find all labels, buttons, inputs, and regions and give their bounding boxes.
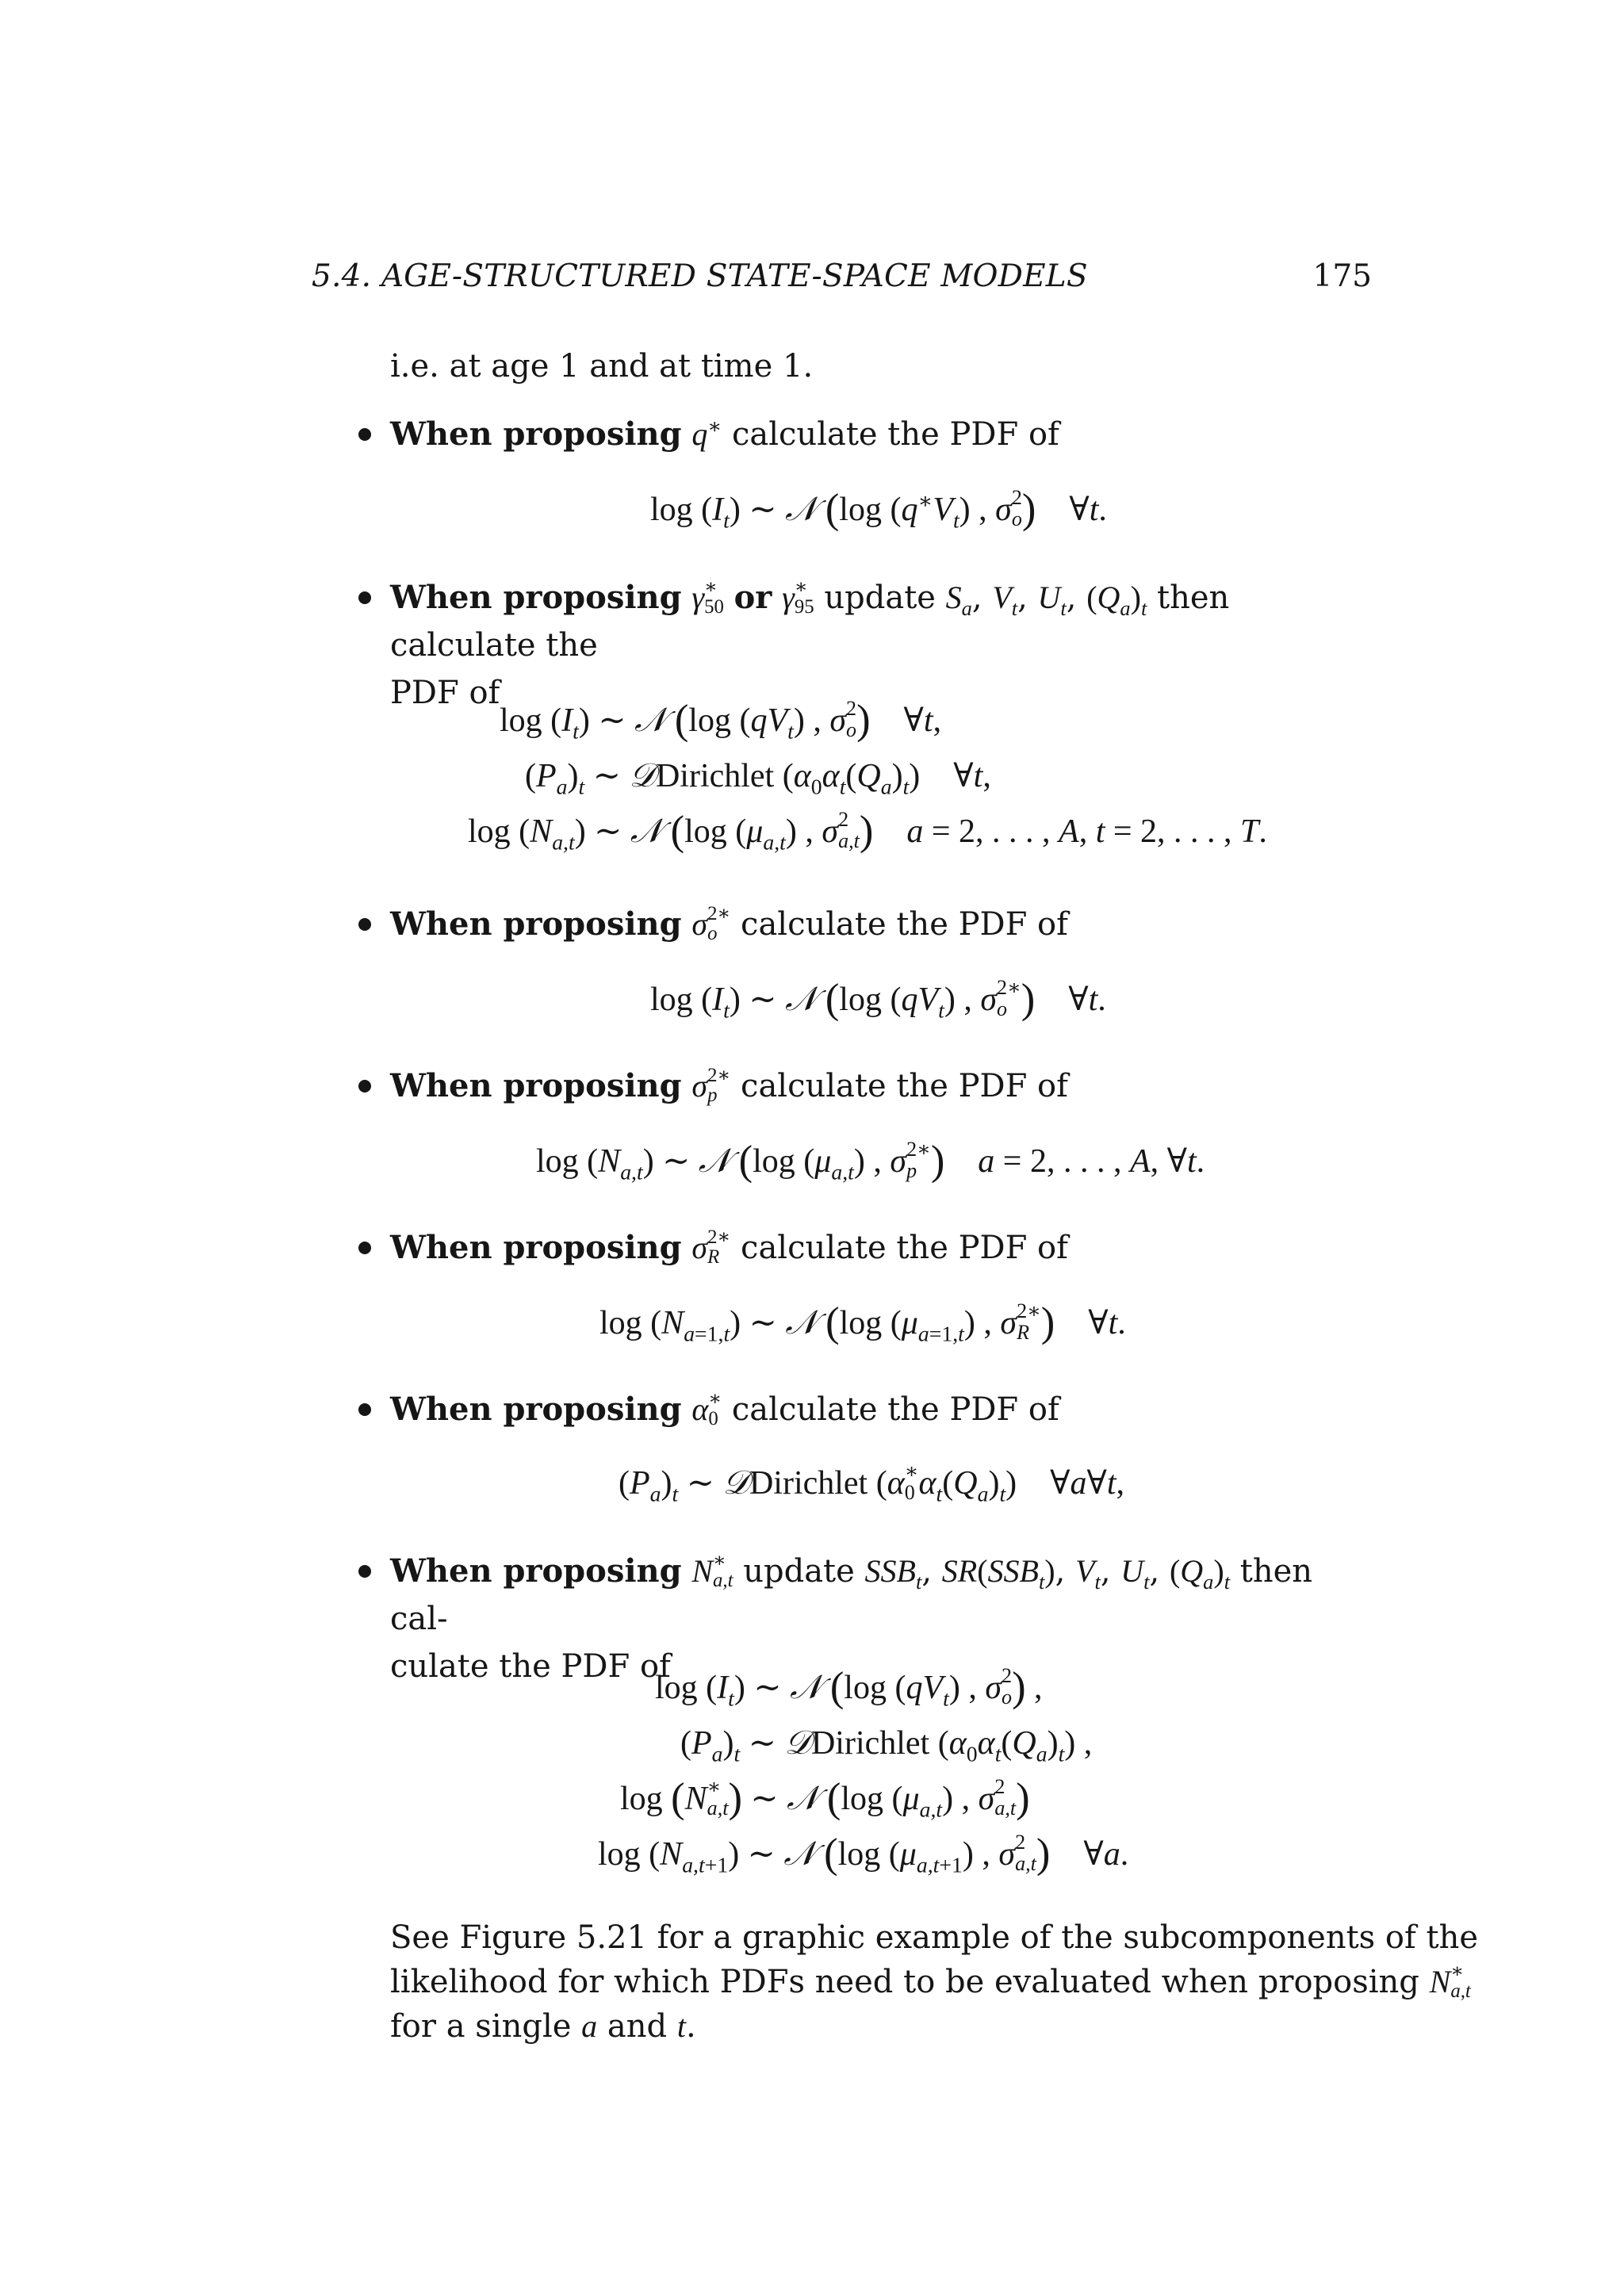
bullet-alpha0 bbox=[358, 1403, 371, 1416]
equation-alpha0: $(P_a)_t$ ∼ 𝒟Dirichlet (α ∗ 0 $\alpha_t(Q_a)_t$) ∀a∀t, bbox=[619, 1460, 1125, 1506]
equation-n-4: $\log (N_{a,t+1})$ ∼ 𝒩 (log $(\mu_{a,t+1})$ , σ 2 a,t ) ∀a. bbox=[598, 1831, 1129, 1877]
item-gamma: When proposing γ ∗ 50 or γ ∗ 95 update $S_a$, $V_t$, $U_t$, $(Q_a)_t$ then calculate the PDF of bbox=[390, 576, 1230, 711]
item-sigma-o: When proposing σ 2∗ o calculate the PDF of bbox=[390, 903, 1068, 945]
item-sigma-r: When proposing σ 2∗ R calculate the PDF of bbox=[390, 1226, 1068, 1269]
intro-line: i.e. at age 1 and at time 1. bbox=[390, 348, 814, 385]
closing-line-2: likelihood for which PDFs need to be evaluated when proposing N ∗ a,t bbox=[390, 1961, 1471, 2003]
page-header bbox=[0, 258, 1624, 303]
page-number: 175 bbox=[1312, 258, 1372, 294]
item-q-post: calculate the PDF of bbox=[731, 416, 1059, 453]
equation-gamma-3: $\log (N_{a,t})$ ∼ 𝒩 (log $(\mu_{a,t})$ , σ 2 a,t ) a = 2, . . . , A, t = 2, . . . , T. bbox=[468, 808, 1267, 855]
closing-line-1: See Figure 5.21 for a graphic example of the subcomponents of the bbox=[390, 1919, 1479, 1956]
equation-n-2: $(P_a)_t$ ∼ 𝒟Dirichlet $(\alpha_0\alpha_t(Q_a)_t)$ , bbox=[680, 1723, 1093, 1766]
q-star-symbol: q∗ bbox=[691, 414, 722, 452]
item-sigma-p: When proposing σ 2∗ p calculate the PDF of bbox=[390, 1065, 1068, 1107]
item-q-lead: When proposing bbox=[390, 415, 682, 453]
running-head: 5.4. AGE-STRUCTURED STATE-SPACE MODELS bbox=[312, 258, 1088, 294]
item-gamma-lead: When proposing bbox=[390, 579, 682, 616]
equation-sigma-p: $\log (N_{a,t})$ ∼ 𝒩 (log $(\mu_{a,t})$ , σ 2∗ p ) a = 2, . . . , A, ∀t. bbox=[536, 1138, 1205, 1184]
bullet-sigma-o bbox=[358, 918, 371, 931]
equation-sigma-r: $\log (N_{a=1,t})$ ∼ 𝒩 (log $(\mu_{a=1,t})$ , σ 2∗ R ) ∀t. bbox=[599, 1299, 1126, 1346]
equation-gamma-1: $\log (I_t)$ ∼ 𝒩 (log $(qV_t)$ , σ 2 o ) ∀t, bbox=[500, 697, 942, 744]
item-n: When proposing N ∗ a,t update $SSB_t$, $SR(SSB_t)$, $V_t$, $U_t$, $(Q_a)_t$ then cal- culate the PDF of bbox=[390, 1550, 1313, 1685]
equation-n-1: $\log (I_t)$ ∼ 𝒩 (log $(qV_t)$ , σ 2 o ) , bbox=[655, 1664, 1043, 1711]
equation-sigma-o: $\log (I_t)$ ∼ 𝒩 (log $(qV_t)$ , σ 2∗ o ) ∀t. bbox=[650, 976, 1106, 1023]
bullet-gamma bbox=[358, 591, 371, 604]
item-alpha0: When proposing α ∗ 0 calculate the PDF of bbox=[390, 1388, 1059, 1430]
closing-line-3: for a single a and t. bbox=[390, 2008, 696, 2045]
equation-gamma-2: $(P_a)_t$ ∼ 𝒟Dirichlet $(\alpha_0\alpha_t(Q_a)_t)$ ∀t, bbox=[525, 756, 991, 799]
bullet-sigma-r bbox=[358, 1242, 371, 1254]
equation-n-3: log (N ∗ a,t ) ∼ 𝒩 (log $(\mu_{a,t})$ , σ 2 a,t ) bbox=[620, 1775, 1030, 1822]
equation-q: $\log (I_t)$ ∼ 𝒩 (log $(q^∗V_t)$ , σ 2 o ) ∀t. bbox=[650, 486, 1107, 533]
bullet-q bbox=[358, 428, 371, 441]
bullet-n bbox=[358, 1565, 371, 1578]
bullet-sigma-p bbox=[358, 1080, 371, 1093]
item-q bbox=[390, 411, 1365, 458]
